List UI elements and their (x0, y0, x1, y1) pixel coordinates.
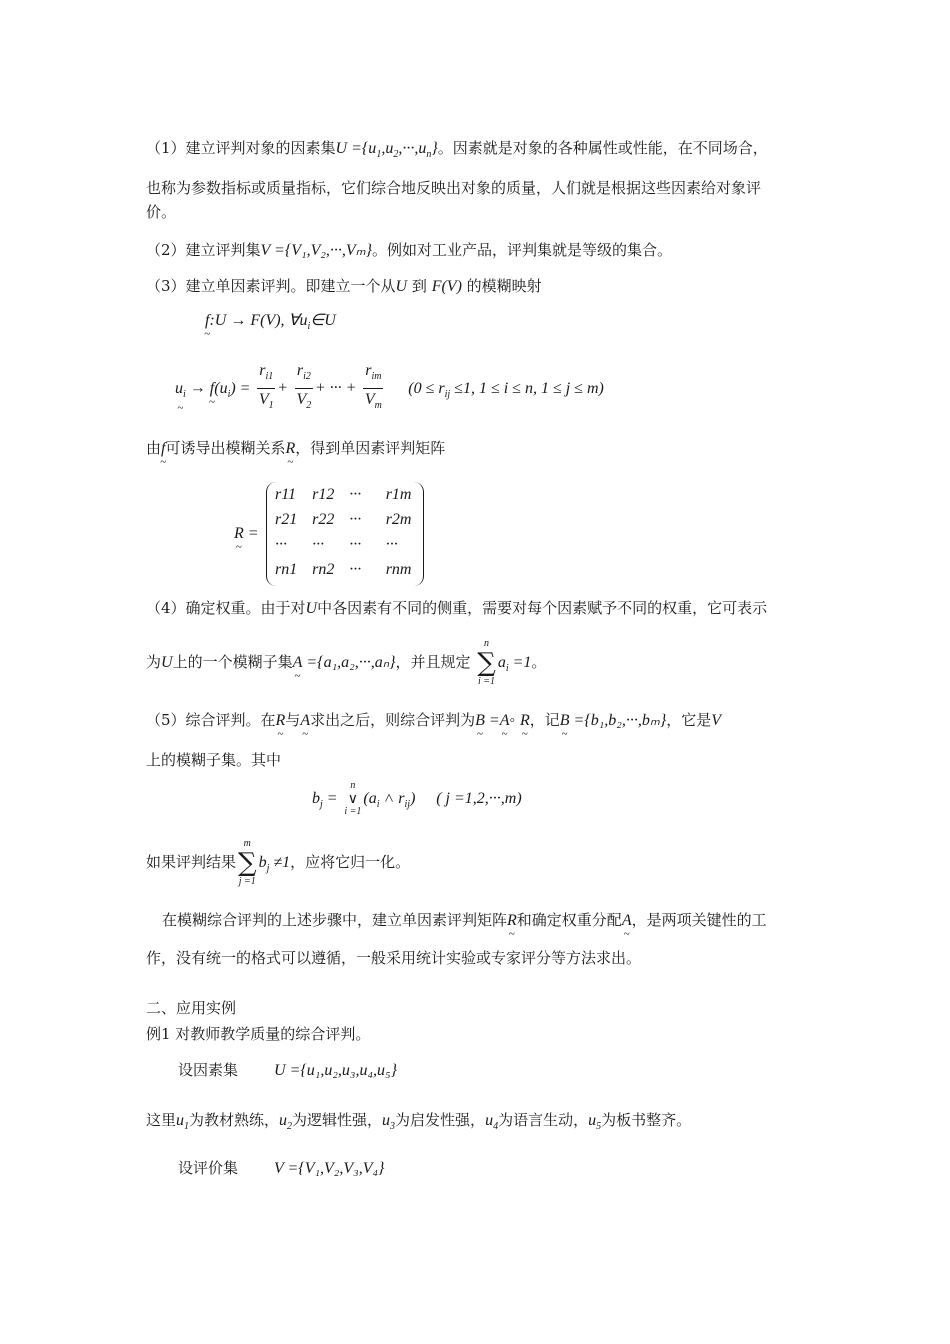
math-f3: f ~ (161, 439, 165, 459)
math-U: U (395, 278, 408, 295)
math-V: V (711, 712, 722, 729)
math-map: :U → F(V), ∀u (209, 312, 308, 329)
derive-c: ，得到单因素评判矩阵 (295, 439, 446, 457)
step1-line1 (146, 138, 856, 165)
matrix-cell: ··· (385, 535, 398, 553)
eval-label: 设评价集 (178, 1159, 239, 1177)
step4-a: （4）确定权重。由于对 (146, 599, 306, 617)
matrix-cell: rn2 (312, 560, 335, 578)
math-R3: R ~ (276, 711, 286, 731)
math-f2: f ~ (210, 378, 214, 400)
math-FV: F(V) (431, 278, 462, 295)
step5-c: 求出之后，则综合评判为 (310, 711, 476, 729)
math-arrow: → (185, 379, 210, 397)
step2-label: （2）建立评判集 (146, 241, 261, 259)
sum-weights: n ∑ i =1 (477, 638, 496, 687)
step5-a: （5）综合评判。在 (146, 711, 276, 729)
matrix-cell: ··· (275, 535, 287, 553)
membership-formula (175, 360, 885, 417)
math-plus: + (277, 379, 289, 397)
para-line1 (162, 910, 872, 931)
step4-b: 中各因素有不同的侧重，需要对每个因素赋予不同的权重，它可表示 (317, 599, 768, 617)
mapping-formula: f ~:U → F(V), $\forall u_i\in U$ (205, 310, 915, 337)
factor-set-line (178, 1060, 888, 1081)
para-c: ，是两项关键性的工 (631, 911, 767, 929)
math-u2: $u_2$ (279, 1112, 293, 1133)
eval-formula: V ={V₁,V₂,V₃,V₄} (274, 1160, 385, 1177)
math-u3: $u_3$ (382, 1112, 396, 1133)
math-circ: ◦ (509, 712, 516, 729)
weight-formula: ={a₁,a₂,···,aₙ} (302, 654, 396, 671)
step3-end: 的模糊映射 (466, 277, 542, 295)
eval-set-line (178, 1158, 888, 1179)
math-A4: A ~ (622, 911, 632, 931)
derive-a: 由 (146, 439, 162, 457)
para-line2: 作，没有统一的格式可以遵循，一般采用统计实验或专家评分等方法求出。 (146, 949, 642, 967)
math-U3: U (161, 654, 173, 671)
matrix-cell: ··· (349, 485, 362, 503)
matrix-cell: rnm (385, 560, 412, 578)
factor-set-formula: $U =\{u_1,u_2,\cdot\cdot\cdot,u_n\}$ (335, 140, 438, 161)
math-A3: A ~ (500, 711, 510, 731)
math-B: B ~ (475, 711, 485, 731)
matrix-cell: ··· (349, 535, 362, 553)
matrix-cell: rn1 (275, 560, 298, 578)
section-heading: 二、应用实例 (146, 999, 237, 1017)
frac-2: $\frac{r_{i2}}{V_2}$ (296, 362, 312, 412)
normalize-expr: $b_j \ne 1$ (258, 854, 291, 875)
step1-label: （1）建立评判对象的因素集 (146, 139, 336, 157)
math-A: A ~ (293, 643, 303, 683)
eval-set-formula: V ={V₁,V₂,···,Vₘ} (260, 242, 373, 259)
step4-line2 (146, 638, 856, 689)
para-a: 在模糊综合评判的上述步骤中，建立单因素评判矩阵 (162, 911, 508, 929)
math-u5: $u_5$ (588, 1112, 602, 1133)
step5-f: 上的模糊子集。其中 (146, 751, 282, 769)
math-map-end: ∈U (310, 312, 336, 329)
u4-meaning: 为语言生动， (498, 1111, 589, 1129)
matrix-cell: r11 (275, 485, 297, 503)
u2-meaning: 为逻辑性强， (292, 1111, 383, 1129)
matrix-cell: r22 (312, 510, 335, 528)
math-u4: $u_4$ (485, 1112, 499, 1133)
u3-meaning: 为启发性强， (395, 1111, 486, 1129)
matrix-cell: ··· (349, 510, 362, 528)
math-ui: $u_i$ ~ (175, 378, 186, 406)
matrix-cell: r2m (385, 510, 412, 528)
math-B2: B ~ (560, 711, 570, 731)
math-f: f ~ (205, 311, 209, 331)
result-formula: ={b₁,b₂,···,bₘ} (569, 712, 667, 729)
period: 。 (531, 653, 547, 671)
normalize-b: ，应将它归一化。 (290, 853, 411, 871)
math-R2: R ~ (234, 524, 244, 544)
step1-line3: 价。 (146, 203, 177, 221)
step2-text: 。例如对工业产品，评判集就是等级的集合。 (372, 241, 673, 259)
bj-range: ( j =1,2,···,m) (436, 790, 522, 807)
factor-formula: U ={u₁,u₂,u₃,u₄,u₅} (274, 1062, 397, 1079)
sum-b: m ∑ j =1 (238, 838, 257, 887)
matrix-cell: r21 (275, 510, 298, 528)
step3-line (146, 276, 856, 297)
step5-line2 (146, 750, 856, 770)
derive-line (146, 438, 856, 459)
math-dots: + ··· + (314, 379, 357, 397)
u1-meaning: 为教材熟练， (189, 1111, 280, 1129)
judgement-matrix (266, 482, 424, 586)
derive-b: 可诱导出模糊关系 (165, 439, 286, 457)
matrix-cell: r12 (312, 485, 335, 503)
math-u1: $u_1$ (176, 1112, 190, 1133)
step2-line (146, 240, 856, 261)
math-A2: A ~ (300, 711, 310, 731)
cond-formula: ($0 \le r_{ij} \le 1$, 1 ≤ i ≤ n, 1 ≤ j ≤ m) (408, 379, 604, 400)
factor-label: 设因素集 (178, 1061, 239, 1079)
normalize-line (146, 838, 856, 889)
step4-line1 (146, 598, 856, 619)
step4-e: ，并且规定 (395, 653, 471, 671)
normalize-a: 如果评判结果 (146, 853, 237, 871)
math-fui: $(u_i)$ = (214, 379, 251, 400)
step5-b: 与 (285, 711, 301, 729)
factor-meaning-line (146, 1110, 856, 1137)
bj-body: ($a_i$ ˄ $r_{ij}$) (363, 790, 416, 811)
bj-formula (312, 778, 950, 825)
step5-e: ，它是 (666, 711, 712, 729)
step3-label: （3）建立单因素评判。即建立一个从 (146, 277, 396, 295)
u5-meaning: 为板书整齐。 (601, 1111, 692, 1129)
vee-op: n ∨ i =1 (344, 780, 362, 817)
step1-line2: 也称为参数指标或质量指标，它们综合地反映出对象的质量，人们就是根据这些因素给对象评 (146, 179, 762, 197)
matrix-lhs: R ~ = (234, 524, 274, 544)
math-R: R ~ (285, 439, 295, 459)
math-R4: R ~ (520, 711, 530, 731)
here: 这里 (146, 1111, 177, 1129)
example-title: 例1 对教师教学质量的综合评判。 (146, 1025, 371, 1043)
matrix-cell: ··· (312, 535, 325, 553)
step4-c: 为 (146, 653, 162, 671)
bj-lhs: $b_j$ = (312, 790, 338, 811)
sum-expr: $a_i =1$ (497, 654, 532, 675)
math-U2: U (305, 600, 318, 617)
frac-1: $\frac{r_{i1}}{V_1}$ (258, 362, 274, 412)
math-R5: R ~ (507, 911, 517, 931)
step3-mid: 到 (411, 277, 427, 295)
math-eq: = (484, 712, 500, 729)
step1-text: 。因素就是对象的各种属性或性能，在不同场合， (437, 139, 768, 157)
step5-d: ，记 (529, 711, 560, 729)
step5-line1 (146, 710, 856, 731)
matrix-cell: ··· (349, 560, 362, 578)
matrix-cell: r1m (385, 485, 412, 503)
step4-d: 上的一个模糊子集 (172, 653, 293, 671)
para-b: 和确定权重分配 (516, 911, 622, 929)
frac-m: $\frac{r_{im}}{V_m}$ (364, 362, 382, 412)
